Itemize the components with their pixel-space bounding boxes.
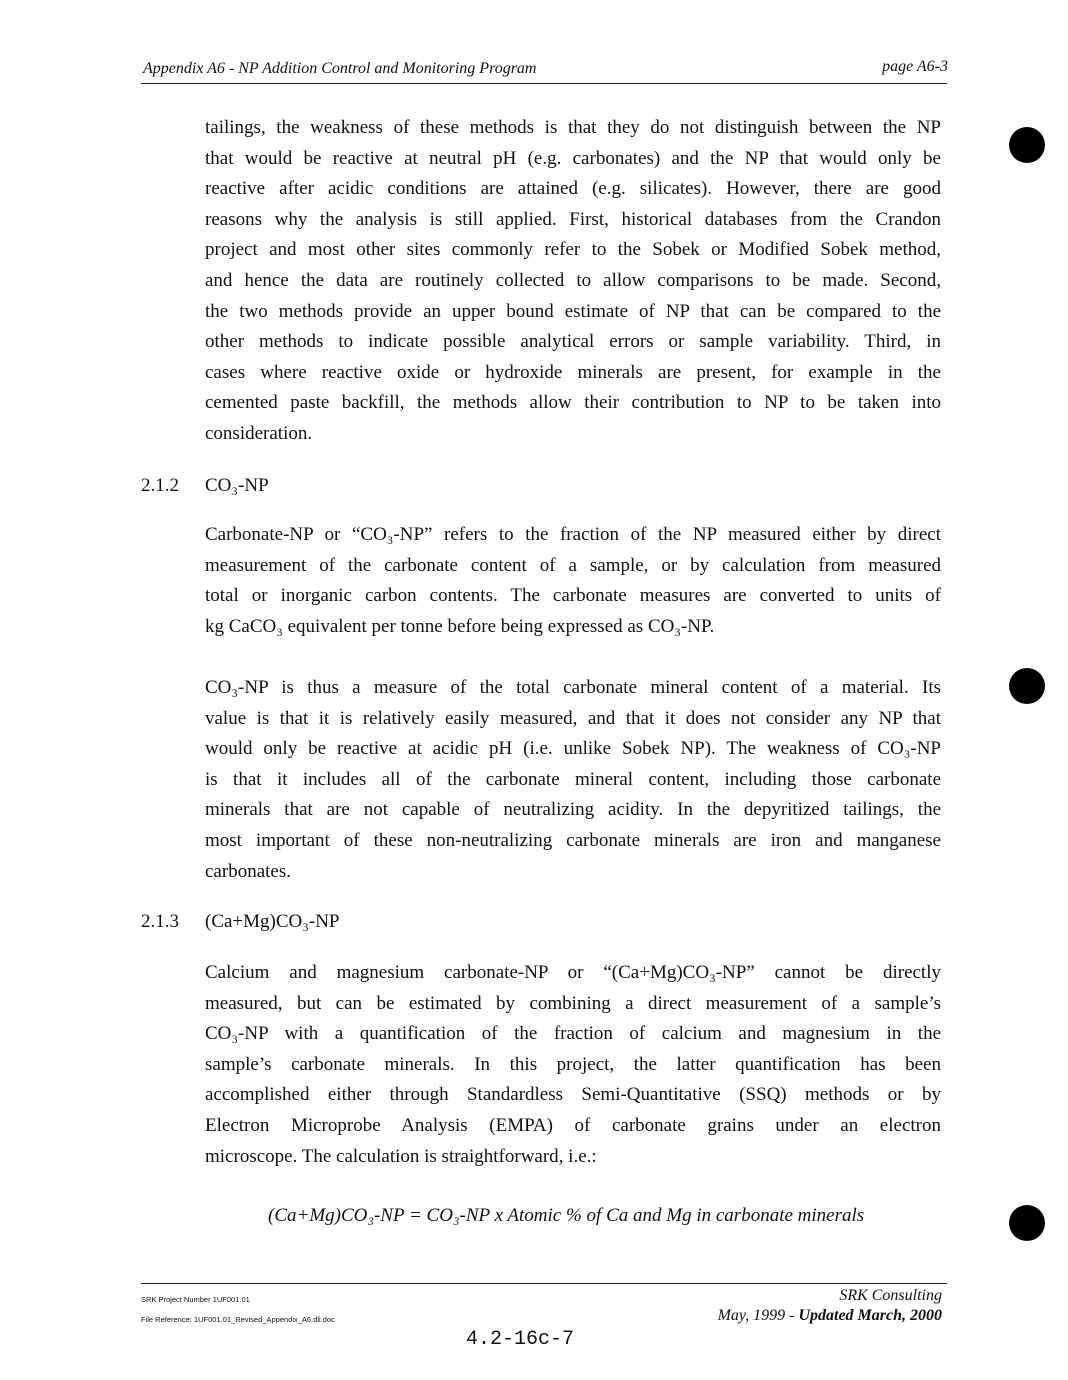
text-line: reasons why the analysis is still applied. First, historical databases from the Crandon [205,208,941,230]
text-line: most important of these non-neutralizing carbonate minerals are iron and manganese [205,829,941,851]
date-updated: Updated March, 2000 [798,1307,942,1324]
project-number: SRK Project Number 1UF001.01 [141,1295,250,1304]
text-line: minerals that are not capable of neutralizing acidity. In the depyritized tailings, the [205,799,941,821]
text-line: accomplished either through Standardless Semi-Quantitative (SSQ) methods or by [205,1084,941,1106]
section-number: 2.1.3 [141,911,179,932]
paragraph-intro [205,113,941,450]
text-line: total or inorganic carbon contents. The carbonate measures are converted to units of [205,585,941,607]
text-line: tailings, the weakness of these methods is that they do not distinguish between the NP [205,117,941,138]
formula: (Ca+Mg)CO₃-NP = CO₃-NP x Atomic % of Ca and Mg in carbonate minerals [268,1205,865,1226]
text-line: Calcium and magnesium carbonate-NP or “(Ca+Mg)CO₃-NP” cannot be directly [205,962,941,983]
paragraph-ca-mg-np [205,958,941,1172]
date-original: May, 1999 - [717,1307,799,1324]
text-line: Carbonate-NP or “CO₃-NP” refers to the fraction of the NP measured either by direct [205,524,941,545]
text-line: measured, but can be estimated by combining a direct measurement of a sample’s [205,992,941,1014]
company-name: SRK Consulting [839,1287,942,1304]
text-line: measurement of the carbonate content of a sample, or by calculation from measured [205,554,941,576]
text-line: other methods to indicate possible analytical errors or sample variability. Third, in [205,331,941,353]
text-line: would only be reactive at acidic pH (i.e. unlike Sobek NP). The weakness of CO₃-NP [205,738,941,760]
section-number: 2.1.2 [141,475,179,496]
text-line: sample’s carbonate minerals. In this project, the latter quantification has been [205,1053,941,1075]
text-line: value is that it is relatively easily measured, and that it does not consider any NP that [205,707,941,729]
text-line: cemented paste backfill, the methods allow their contribution to NP to be taken into [205,392,941,414]
revision-marker-dot [1009,668,1045,704]
text-line: project and most other sites commonly refer to the Sobek or Modified Sobek method, [205,239,941,261]
text-line: reactive after acidic conditions are attained (e.g. silicates). However, there are good [205,178,941,200]
text-line: carbonates. [205,860,291,882]
header-divider [141,83,947,84]
text-line: CO₃-NP is thus a measure of the total carbonate mineral content of a material. Its [205,677,941,698]
text-line: Electron Microprobe Analysis (EMPA) of carbonate grains under an electron [205,1114,941,1136]
text-line: consideration. [205,422,313,444]
page-number: page A6-3 [882,58,948,75]
header-title: Appendix A6 - NP Addition Control and Monitoring Program [143,60,537,77]
document-date [718,1307,942,1325]
revision-marker-dot [1009,1205,1045,1241]
section-heading: CO₃-NP [205,475,269,496]
paragraph-carbonate-np [205,520,941,642]
file-reference: File Reference: 1UF001.01_Revised_Appendix_A6.dli.doc [141,1315,335,1324]
revision-marker-dot [1009,127,1045,163]
text-line: CO₃-NP with a quantification of the fraction of calcium and magnesium in the [205,1023,941,1045]
text-line: and hence the data are routinely collected to allow comparisons to be made. Second, [205,269,941,291]
page-code: 4.2-16c-7 [466,1328,575,1351]
text-line: is that it includes all of the carbonate mineral content, including those carbonate [205,768,941,790]
text-line: the two methods provide an upper bound estimate of NP that can be compared to the [205,300,941,322]
section-heading: (Ca+Mg)CO₃-NP [205,911,340,932]
text-line: microscope. The calculation is straightforward, i.e.: [205,1145,597,1167]
paragraph-co3-np-measure [205,673,941,887]
text-line: cases where reactive oxide or hydroxide minerals are present, for example in the [205,361,941,383]
footer-divider [141,1283,947,1284]
text-line: that would be reactive at neutral pH (e.g. carbonates) and the NP that would only be [205,147,941,169]
text-line: kg CaCO₃ equivalent per tonne before being expressed as CO₃-NP. [205,615,715,637]
